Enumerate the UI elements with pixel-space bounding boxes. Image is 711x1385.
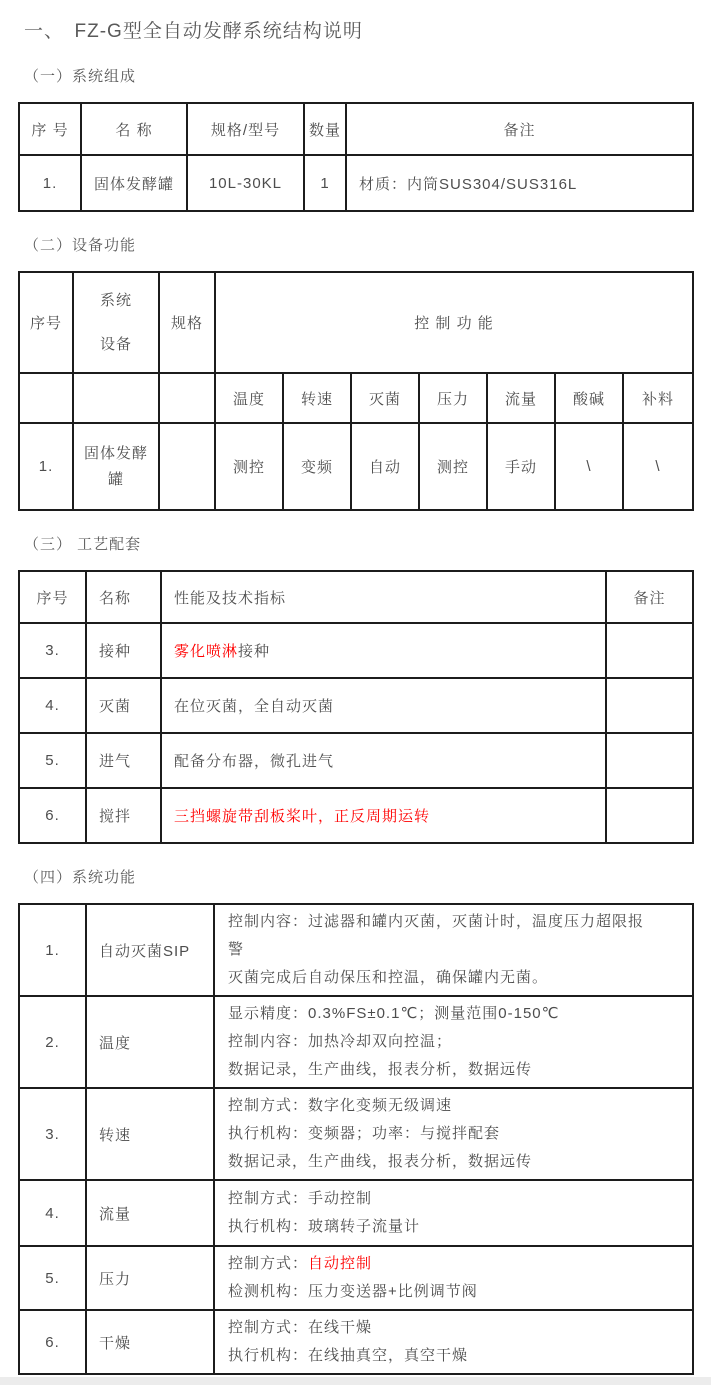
content-line [228,1092,656,1120]
content-lines [216,908,656,992]
table-row [19,1180,693,1246]
cell-content [214,1310,693,1374]
line-text: 控制内容：过滤器和罐内灭菌，灭菌计时，温度压力超限报警 [228,913,645,958]
content-line [228,1185,656,1213]
cell-content [214,904,693,996]
cell-remark: 材质：内筒SUS304/SUS316L [346,155,693,211]
subheader-speed: 转速 [283,373,351,423]
content-lines [216,1314,656,1370]
cell-no: 1. [19,155,81,211]
header-cell-qty: 数量 [304,103,346,155]
equipment-function-table [18,271,694,511]
content-line [228,908,656,964]
header-cell-no: 序 号 [19,103,81,155]
system-composition-table [18,102,694,212]
subheader-feed: 补料 [623,373,693,423]
cell-remark [606,678,693,733]
empty-cell [73,373,159,423]
header-cell-remark: 备注 [606,571,693,623]
cell-content [214,1246,693,1310]
cell-name: 压力 [86,1246,214,1310]
line-text: 检测机构：压力变送器+比例调节阀 [228,1283,478,1300]
cell-no: 5. [19,733,86,788]
line-text: 控制方式：在线干燥 [228,1319,373,1336]
process-support-table [18,570,694,844]
content-line [228,1314,656,1342]
line-text: 数据记录，生产曲线，报表分析，数据远传 [228,1061,533,1078]
cell-remark [606,788,693,843]
line-text: 控制内容：加热冷却双向控温； [228,1033,453,1050]
line-text: 执行机构：变频器；功率：与搅拌配套 [228,1125,501,1142]
content-lines [216,1185,656,1241]
table-row [19,1246,693,1310]
content-line [228,1213,656,1241]
line-text: 显示精度：0.3%FS±0.1℃；测量范围0-150℃ [228,1005,560,1022]
content-line [228,1028,656,1056]
table-row [19,904,693,996]
table-row [19,623,693,678]
line-text: 执行机构：玻璃转子流量计 [228,1218,421,1235]
table-header-row [19,103,693,155]
plain-text: 在位灭菌，全自动灭菌 [174,698,335,715]
table-row [19,155,693,211]
subheader-pressure: 压力 [419,373,487,423]
header-cell-spec: 规格/型号 [187,103,304,155]
content-line [228,964,656,992]
plain-text: 配备分布器，微孔进气 [174,753,335,770]
page-title: 一、 FZ-G型全自动发酵系统结构说明 [24,21,363,42]
cell-flow: 手动 [487,423,555,510]
cell-no: 1. [19,904,86,996]
header-cell-spec: 规格 [159,272,215,373]
cell-temperature: 测控 [215,423,283,510]
page-bottom-strip [0,1377,711,1385]
cell-no: 5. [19,1246,86,1310]
cell-content [214,1088,693,1180]
table-row [19,678,693,733]
content-line [228,1278,656,1306]
table-subheader-row [19,373,693,423]
line-prefix: 控制方式： [228,1255,309,1272]
section-heading-equipment-function: （二）设备功能 [24,237,137,254]
header-cell-remark: 备注 [346,103,693,155]
cell-indicator [161,678,606,733]
red-text: 三挡螺旋带刮板桨叶，正反周期运转 [174,808,431,825]
cell-acid-base: \ [555,423,623,510]
line-text: 数据记录，生产曲线，报表分析，数据远传 [228,1153,533,1170]
cell-name: 灭菌 [86,678,161,733]
cell-no: 4. [19,1180,86,1246]
cell-feed: \ [623,423,693,510]
header-cell-no: 序号 [19,272,73,373]
cell-no: 1. [19,423,73,510]
cell-pressure: 测控 [419,423,487,510]
content-line [228,1120,656,1148]
content-line [228,1250,656,1278]
line-text: 灭菌完成后自动保压和控温，确保罐内无菌。 [228,969,549,986]
cell-name: 搅拌 [86,788,161,843]
system-function-table [18,903,694,1375]
cell-name: 自动灭菌SIP [86,904,214,996]
line-red: 自动控制 [308,1255,373,1272]
cell-remark [606,623,693,678]
content-line [228,1000,656,1028]
content-lines [216,1092,656,1176]
cell-no: 3. [19,1088,86,1180]
table-row [19,788,693,843]
line-text: 控制方式：数字化变频无级调速 [228,1097,453,1114]
table-row [19,1310,693,1374]
cell-indicator [161,788,606,843]
cell-remark [606,733,693,788]
subheader-acid-base: 酸碱 [555,373,623,423]
header-system-line: 系统 [99,291,132,309]
cell-speed: 变频 [283,423,351,510]
content-line [228,1056,656,1084]
section-heading-system-composition: （一）系统组成 [24,68,137,85]
subheader-flow: 流量 [487,373,555,423]
cell-indicator [161,733,606,788]
cell-no: 4. [19,678,86,733]
content-lines [216,1000,656,1084]
cell-name: 进气 [86,733,161,788]
cell-no: 6. [19,788,86,843]
subheader-temperature: 温度 [215,373,283,423]
header-cell-name: 名称 [86,571,161,623]
subheader-sterilization: 灭菌 [351,373,419,423]
cell-name: 转速 [86,1088,214,1180]
cell-spec: 10L-30KL [187,155,304,211]
cell-spec [159,423,215,510]
section-heading-process-support: （三） 工艺配套 [24,536,142,553]
table-header-row [19,272,693,373]
content-line [228,1342,656,1370]
tank-name: 固体发酵罐 [83,444,148,488]
cell-name: 流量 [86,1180,214,1246]
header-cell-system-equipment [73,272,159,373]
line-text: 控制方式：手动控制 [228,1190,373,1207]
header-equipment-line: 设备 [99,335,132,353]
table-row [19,996,693,1088]
line-text: 执行机构：在线抽真空，真空干燥 [228,1347,469,1364]
cell-no: 2. [19,996,86,1088]
section-heading-system-function: （四）系统功能 [24,869,137,886]
content-line [228,1148,656,1176]
header-cell-no: 序号 [19,571,86,623]
cell-name [73,423,159,510]
cell-name: 接种 [86,623,161,678]
cell-qty: 1 [304,155,346,211]
red-text: 雾化喷淋 [174,643,239,660]
table-row [19,423,693,510]
cell-no: 3. [19,623,86,678]
cell-sterilization: 自动 [351,423,419,510]
cell-name: 温度 [86,996,214,1088]
cell-content [214,1180,693,1246]
table-header-row [19,571,693,623]
table-row [19,1088,693,1180]
plain-text: 接种 [238,643,271,660]
spacer [75,311,157,335]
cell-name: 干燥 [86,1310,214,1374]
header-cell-control-function: 控 制 功 能 [215,272,693,373]
cell-indicator [161,623,606,678]
empty-cell [159,373,215,423]
cell-no: 6. [19,1310,86,1374]
cell-name: 固体发酵罐 [81,155,187,211]
table-row [19,733,693,788]
header-cell-indicator: 性能及技术指标 [161,571,606,623]
header-cell-name: 名 称 [81,103,187,155]
content-lines [216,1250,656,1306]
cell-content [214,996,693,1088]
empty-cell [19,373,73,423]
